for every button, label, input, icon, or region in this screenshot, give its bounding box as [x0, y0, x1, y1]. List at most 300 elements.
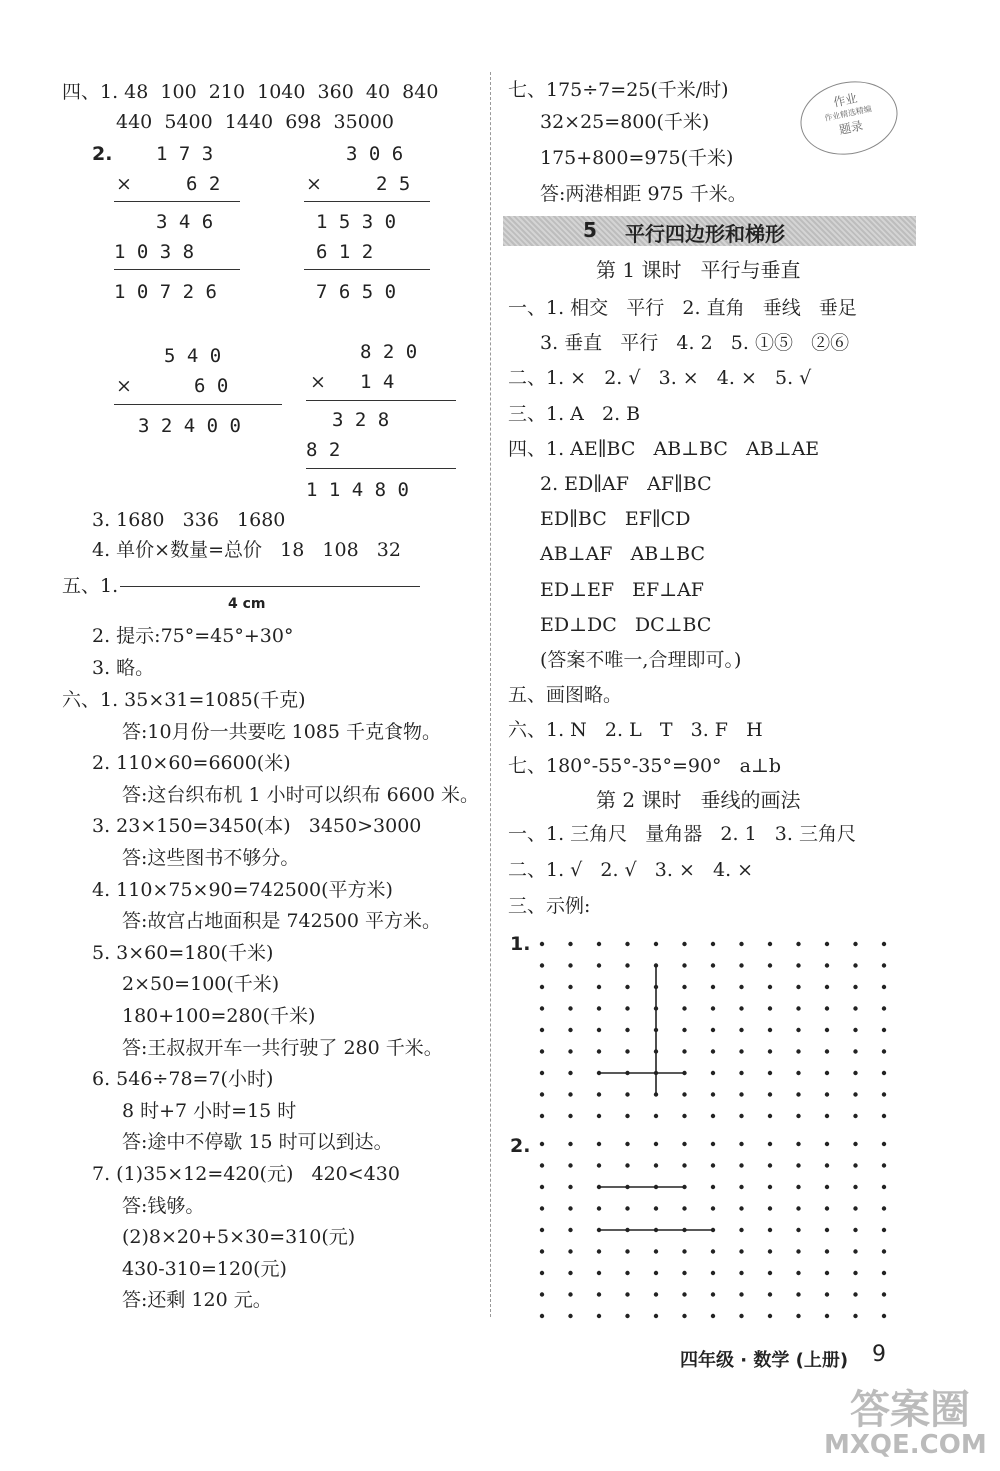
- grid-dot: [739, 1114, 743, 1118]
- grid-dot: [768, 1271, 772, 1275]
- grid-dot: [739, 1071, 743, 1075]
- grid-dot: [568, 1249, 572, 1253]
- s5-1: 五、1.: [62, 575, 119, 597]
- m3-times: ×: [116, 375, 132, 397]
- grid-dot: [568, 1049, 572, 1053]
- segment-4cm: [120, 586, 420, 587]
- l1-line: 四、1. AE∥BC AB⊥BC AB⊥AE: [508, 437, 820, 460]
- grid-dot: [540, 1292, 544, 1296]
- grid-dot: [711, 963, 715, 967]
- grid-dot: [796, 1092, 800, 1096]
- l1-line: 一、1. 相交 平行 2. 直角 垂线 垂足: [508, 297, 857, 319]
- s6-line: 答:王叔叔开车一共行驶了 280 千米。: [122, 1036, 443, 1059]
- s5-2: 2. 提示:75°=45°+30°: [92, 625, 294, 647]
- grid-dot: [739, 1142, 743, 1146]
- grid-dot: [739, 1006, 743, 1010]
- grid-dot: [739, 1314, 743, 1318]
- grid-dot: [853, 1142, 857, 1146]
- grid-dot: [625, 1006, 629, 1010]
- grid-dot: [768, 1314, 772, 1318]
- grid-dot: [540, 942, 544, 946]
- grid-dot: [597, 1006, 601, 1010]
- grid-dot: [853, 1185, 857, 1189]
- grid-dot: [882, 1292, 886, 1296]
- grid-dot: [568, 1114, 572, 1118]
- m2-p2: 6 1 2: [316, 241, 374, 263]
- column-divider: [490, 72, 491, 1317]
- m1-b: 6 2: [186, 173, 221, 195]
- m4-r: 1 1 4 8 0: [306, 479, 409, 501]
- m2-line1: [304, 201, 430, 202]
- grid-dot: [768, 1249, 772, 1253]
- grid-dot: [825, 1228, 829, 1232]
- m3-b: 6 0: [194, 375, 229, 397]
- s6-line: 答:故宫占地面积是 742500 平方米。: [122, 910, 442, 933]
- s4-1b: 440 5400 1440 698 35000: [116, 111, 394, 133]
- m4-line1: [306, 400, 456, 401]
- grid-dot: [768, 1049, 772, 1053]
- l1-line: AB⊥AF AB⊥BC: [540, 543, 705, 566]
- l2-line: 三、示例:: [508, 895, 591, 917]
- grid-dot: [625, 1028, 629, 1032]
- grid-dot: [882, 1114, 886, 1118]
- grid-dot: [825, 1114, 829, 1118]
- s7-line: 32×25=800(千米): [540, 111, 710, 133]
- grid-dot: [796, 1271, 800, 1275]
- grid-dot: [882, 1206, 886, 1210]
- grid-dot: [853, 1006, 857, 1010]
- m2-p1: 1 5 3 0: [316, 211, 397, 233]
- grid-dot: [654, 1142, 658, 1146]
- grid-dot: [796, 1249, 800, 1253]
- grid-dot: [654, 1292, 658, 1296]
- m1-p2: 1 0 3 8: [114, 241, 195, 263]
- grid-dot: [853, 963, 857, 967]
- lesson-2-title: 第 2 课时 垂线的画法: [596, 788, 801, 812]
- grid-dot: [568, 1314, 572, 1318]
- grid-dot: [540, 1114, 544, 1118]
- grid-dot: [882, 985, 886, 989]
- grid-dot: [739, 1163, 743, 1167]
- m1-r: 1 0 7 2 6: [114, 281, 217, 303]
- grid-dot: [853, 1314, 857, 1318]
- grid-dot: [768, 1028, 772, 1032]
- grid-dot: [711, 1249, 715, 1253]
- grid-dot: [597, 942, 601, 946]
- grid-dot: [825, 1006, 829, 1010]
- grid-dot: [597, 1249, 601, 1253]
- grid-dot: [853, 1049, 857, 1053]
- grid-dot: [711, 1271, 715, 1275]
- grid-dot: [796, 942, 800, 946]
- s6-line: 180+100=280(千米): [122, 1005, 316, 1027]
- s7-line: 答:两港相距 975 千米。: [540, 183, 747, 205]
- grid-dot: [597, 1163, 601, 1167]
- grid-dot: [882, 1071, 886, 1075]
- s4-3: 3. 1680 336 1680: [92, 509, 286, 531]
- grid-dot: [540, 1028, 544, 1032]
- s6-line: 答:10月份一共要吃 1085 千克食物。: [122, 720, 442, 743]
- grid-dot: [711, 1071, 715, 1075]
- grid-dot: [540, 985, 544, 989]
- grid-dot: [882, 1228, 886, 1232]
- dot-grid-2: [520, 1130, 900, 1320]
- grid-dot: [825, 1163, 829, 1167]
- grid-dot: [682, 1092, 686, 1096]
- grid-dot: [568, 963, 572, 967]
- grid-dot: [853, 985, 857, 989]
- grid-dot: [711, 1206, 715, 1210]
- l1-line: (答案不唯一,合理即可。): [540, 649, 742, 671]
- grid-dot: [568, 1163, 572, 1167]
- grid-dot: [711, 1292, 715, 1296]
- grid-dot: [540, 1185, 544, 1189]
- grid-dot: [540, 1249, 544, 1253]
- grid-dot: [882, 1185, 886, 1189]
- grid-dot: [882, 1271, 886, 1275]
- grid-dot: [796, 1163, 800, 1167]
- grid-dot: [654, 1314, 658, 1318]
- grid-dot: [597, 1206, 601, 1210]
- grid-dot: [711, 942, 715, 946]
- grid-dot: [682, 1206, 686, 1210]
- grid-dot: [568, 942, 572, 946]
- homework-stamp: 作业 作业精选精编 题录: [794, 73, 905, 164]
- grid-dot: [654, 1271, 658, 1275]
- grid-dot: [768, 1006, 772, 1010]
- grid-dot: [540, 1206, 544, 1210]
- grid-dot: [625, 1092, 629, 1096]
- grid-dot: [682, 1314, 686, 1318]
- grid-dot: [654, 1249, 658, 1253]
- grid-dot: [853, 942, 857, 946]
- m4-times: ×: [310, 371, 326, 393]
- grid-dot: [768, 1292, 772, 1296]
- grid-dot: [711, 1092, 715, 1096]
- watermark-url: MXQE.COM: [824, 1430, 987, 1460]
- s4-2-label: 2.: [92, 143, 113, 165]
- m2-line2: [304, 269, 430, 270]
- grid-dot: [739, 1185, 743, 1189]
- m3-line1: [114, 404, 282, 405]
- s7-line: 175+800=975(千米): [540, 147, 734, 169]
- grid-dot: [796, 1206, 800, 1210]
- m1-times: ×: [116, 173, 132, 195]
- grid-dot: [739, 985, 743, 989]
- grid-dot: [540, 1049, 544, 1053]
- grid-dot: [625, 1163, 629, 1167]
- grid-dot: [825, 1071, 829, 1075]
- m1-p1: 3 4 6: [156, 211, 214, 233]
- grid-dot: [540, 1142, 544, 1146]
- grid-dot: [682, 1271, 686, 1275]
- grid-dot: [768, 1092, 772, 1096]
- s6-line: 6. 546÷78=7(小时): [92, 1068, 274, 1091]
- grid-dot: [853, 1092, 857, 1096]
- grid-dot: [568, 1028, 572, 1032]
- grid-dot: [682, 1292, 686, 1296]
- s6-line: 4. 110×75×90=742500(平方米): [92, 878, 393, 901]
- m2-a: 3 0 6: [346, 143, 404, 165]
- l1-line: ED⊥EF EF⊥AF: [540, 578, 704, 601]
- grid-dot: [882, 942, 886, 946]
- grid-dot: [739, 942, 743, 946]
- grid-dot: [739, 963, 743, 967]
- grid-dot: [739, 1292, 743, 1296]
- grid-dot: [625, 985, 629, 989]
- grid-dot: [796, 1049, 800, 1053]
- grid-dot: [597, 1028, 601, 1032]
- grid-dot: [568, 1142, 572, 1146]
- grid-dot: [825, 1028, 829, 1032]
- grid-dot: [882, 1092, 886, 1096]
- grid-dot: [796, 1185, 800, 1189]
- grid-dot: [568, 985, 572, 989]
- grid-dot: [568, 1071, 572, 1075]
- grid-dot: [853, 1292, 857, 1296]
- grid-dot: [796, 1071, 800, 1075]
- grid-dot: [768, 963, 772, 967]
- grid-dot: [568, 1185, 572, 1189]
- grid-dot: [654, 942, 658, 946]
- grid-dot: [711, 1006, 715, 1010]
- grid-dot: [682, 1163, 686, 1167]
- s6-line: 答:还剩 120 元。: [122, 1289, 272, 1312]
- l1-line: 七、180°-55°-35°=90° a⊥b: [508, 754, 782, 777]
- grid-dot: [853, 1249, 857, 1253]
- grid-dot: [739, 1271, 743, 1275]
- grid-dot: [853, 1071, 857, 1075]
- grid-dot: [625, 1049, 629, 1053]
- grid-dot: [597, 1271, 601, 1275]
- m3-r: 3 2 4 0 0: [138, 415, 241, 437]
- grid-dot: [882, 1163, 886, 1167]
- s6-line: 5. 3×60=180(千米): [92, 941, 274, 964]
- l1-line: 2. ED∥AF AF∥BC: [540, 473, 712, 495]
- grid-dot: [654, 1114, 658, 1118]
- grid-dot: [796, 985, 800, 989]
- grid-dot: [882, 963, 886, 967]
- grid-dot: [654, 1206, 658, 1210]
- grid-dot: [540, 1228, 544, 1232]
- grid-dot: [825, 1206, 829, 1210]
- grid-dot: [853, 1271, 857, 1275]
- m4-p2: 8 2: [306, 439, 341, 461]
- s6-line: 答:这些图书不够分。: [122, 847, 300, 869]
- grid-dot: [682, 1049, 686, 1053]
- grid-dot: [711, 1114, 715, 1118]
- grid-dot: [597, 963, 601, 967]
- grid-dot: [739, 1092, 743, 1096]
- grid-dot: [768, 1228, 772, 1232]
- grid-dot: [682, 1142, 686, 1146]
- grid-dot: [540, 1006, 544, 1010]
- l1-line: 五、画图略。: [508, 684, 623, 707]
- grid-dot: [682, 1006, 686, 1010]
- s4-4: 4. 单价×数量=总价 18 108 32: [92, 539, 401, 561]
- grid-dot: [853, 1114, 857, 1118]
- s6-line: 8 时+7 小时=15 时: [122, 1099, 297, 1122]
- segment-label: 4 cm: [228, 596, 266, 612]
- grid-dot: [625, 1314, 629, 1318]
- fig1-label: 1.: [510, 933, 531, 955]
- s6-line: 2×50=100(千米): [122, 973, 280, 996]
- grid-dot: [540, 1163, 544, 1167]
- grid-dot: [597, 1114, 601, 1118]
- grid-dot: [768, 985, 772, 989]
- section-banner: [503, 216, 916, 246]
- grid-dot: [739, 1249, 743, 1253]
- banner-number: 5: [583, 218, 597, 242]
- grid-dot: [625, 1292, 629, 1296]
- grid-dot: [825, 1142, 829, 1146]
- grid-dot: [711, 1028, 715, 1032]
- s7-line: 七、175÷7=25(千米/时): [508, 79, 729, 101]
- grid-dot: [739, 1049, 743, 1053]
- grid-dot: [597, 985, 601, 989]
- grid-dot: [796, 1142, 800, 1146]
- grid-dot: [796, 1228, 800, 1232]
- watermark-logo: 答案圈: [850, 1387, 970, 1433]
- m1-line1: [114, 201, 240, 202]
- grid-dot: [682, 1249, 686, 1253]
- m1-line2: [114, 269, 240, 270]
- l1-line: 二、1. × 2. √ 3. × 4. × 5. √: [508, 367, 812, 390]
- s6-line: 7. (1)35×12=420(元) 420<430: [92, 1163, 400, 1185]
- s6-line: 答:钱够。: [122, 1194, 205, 1217]
- grid-dot: [568, 1206, 572, 1210]
- grid-dot: [682, 963, 686, 967]
- grid-dot: [711, 1049, 715, 1053]
- footer-grade: 四年级 · 数学 (上册): [680, 1350, 849, 1371]
- m2-r: 7 6 5 0: [316, 281, 397, 303]
- s4-1a: 四、1. 48 100 210 1040 360 40 840: [62, 81, 439, 103]
- s6-line: 430-310=120(元): [122, 1257, 287, 1280]
- fig2-label: 2.: [510, 1135, 531, 1157]
- s6-line: 六、1. 35×31=1085(千克): [62, 689, 306, 711]
- m2-b: 2 5: [376, 173, 411, 195]
- grid-dot: [682, 942, 686, 946]
- l1-line: 三、1. A 2. B: [508, 402, 641, 425]
- grid-dot: [825, 985, 829, 989]
- grid-dot: [625, 963, 629, 967]
- grid-dot: [625, 942, 629, 946]
- grid-dot: [768, 1185, 772, 1189]
- s6-line: 答:这台织布机 1 小时可以织布 6600 米。: [122, 783, 480, 806]
- grid-dot: [711, 1185, 715, 1189]
- grid-dot: [625, 1114, 629, 1118]
- grid-dot: [568, 1228, 572, 1232]
- grid-dot: [540, 1092, 544, 1096]
- grid-dot: [625, 1271, 629, 1275]
- grid-dot: [711, 1314, 715, 1318]
- grid-dot: [882, 1006, 886, 1010]
- grid-dot: [825, 1092, 829, 1096]
- l1-line: 3. 垂直 平行 4. 2 5. ①⑤ ②⑥: [540, 332, 850, 355]
- grid-dot: [825, 963, 829, 967]
- s6-line: 3. 23×150=3450(本) 3450>3000: [92, 815, 422, 838]
- grid-dot: [796, 1292, 800, 1296]
- grid-dot: [568, 1006, 572, 1010]
- grid-dot: [711, 1163, 715, 1167]
- grid-dot: [739, 1228, 743, 1232]
- grid-dot: [768, 1163, 772, 1167]
- grid-dot: [597, 1292, 601, 1296]
- banner-title: 平行四边形和梯形: [625, 222, 785, 246]
- grid-dot: [540, 963, 544, 967]
- m4-line2: [306, 468, 456, 469]
- grid-dot: [853, 1206, 857, 1210]
- l1-line: ED⊥DC DC⊥BC: [540, 613, 712, 636]
- page-number: 9: [872, 1342, 886, 1367]
- s6-line: 2. 110×60=6600(米): [92, 752, 291, 775]
- grid-dot: [768, 942, 772, 946]
- l2-line: 二、1. √ 2. √ 3. × 4. ×: [508, 859, 754, 881]
- grid-dot: [597, 1092, 601, 1096]
- grid-dot: [768, 1142, 772, 1146]
- m1-a: 1 7 3: [156, 143, 214, 165]
- grid-dot: [825, 1185, 829, 1189]
- grid-dot: [796, 1314, 800, 1318]
- l1-line: ED∥BC EF∥CD: [540, 508, 691, 531]
- grid-dot: [540, 1314, 544, 1318]
- grid-dot: [739, 1028, 743, 1032]
- grid-dot: [853, 1163, 857, 1167]
- l1-line: 六、1. N 2. L T 3. F H: [508, 719, 763, 742]
- grid-dot: [739, 1206, 743, 1210]
- m2-times: ×: [306, 173, 322, 195]
- m4-a: 8 2 0: [360, 341, 418, 363]
- m3-a: 5 4 0: [164, 345, 222, 367]
- grid-dot: [625, 1249, 629, 1253]
- grid-dot: [597, 1049, 601, 1053]
- grid-dot: [682, 1028, 686, 1032]
- grid-dot: [825, 942, 829, 946]
- grid-dot: [825, 1271, 829, 1275]
- grid-dot: [654, 1163, 658, 1167]
- grid-dot: [882, 1028, 886, 1032]
- grid-dot: [568, 1271, 572, 1275]
- grid-dot: [853, 1028, 857, 1032]
- m4-b: 1 4: [360, 371, 395, 393]
- s5-3: 3. 略。: [92, 657, 155, 679]
- grid-dot: [540, 1071, 544, 1075]
- grid-dot: [540, 1271, 544, 1275]
- grid-dot: [796, 963, 800, 967]
- s6-line: 答:途中不停歇 15 时可以到达。: [122, 1131, 393, 1154]
- grid-dot: [711, 1142, 715, 1146]
- grid-dot: [882, 1314, 886, 1318]
- grid-dot: [825, 1292, 829, 1296]
- grid-dot: [568, 1092, 572, 1096]
- grid-dot: [768, 1071, 772, 1075]
- grid-dot: [825, 1249, 829, 1253]
- grid-dot: [597, 1142, 601, 1146]
- grid-dot: [711, 985, 715, 989]
- grid-dot: [796, 1006, 800, 1010]
- s6-line: (2)8×20+5×30=310(元): [122, 1226, 356, 1249]
- grid-dot: [796, 1028, 800, 1032]
- grid-dot: [625, 1206, 629, 1210]
- grid-dot: [825, 1314, 829, 1318]
- grid-dot: [568, 1292, 572, 1296]
- grid-dot: [882, 1049, 886, 1053]
- m4-p1: 3 2 8: [332, 409, 390, 431]
- grid-dot: [682, 985, 686, 989]
- l2-line: 一、1. 三角尺 量角器 2. 1 3. 三角尺: [508, 823, 856, 845]
- grid-dot: [768, 1206, 772, 1210]
- lesson-1-title: 第 1 课时 平行与垂直: [596, 258, 801, 282]
